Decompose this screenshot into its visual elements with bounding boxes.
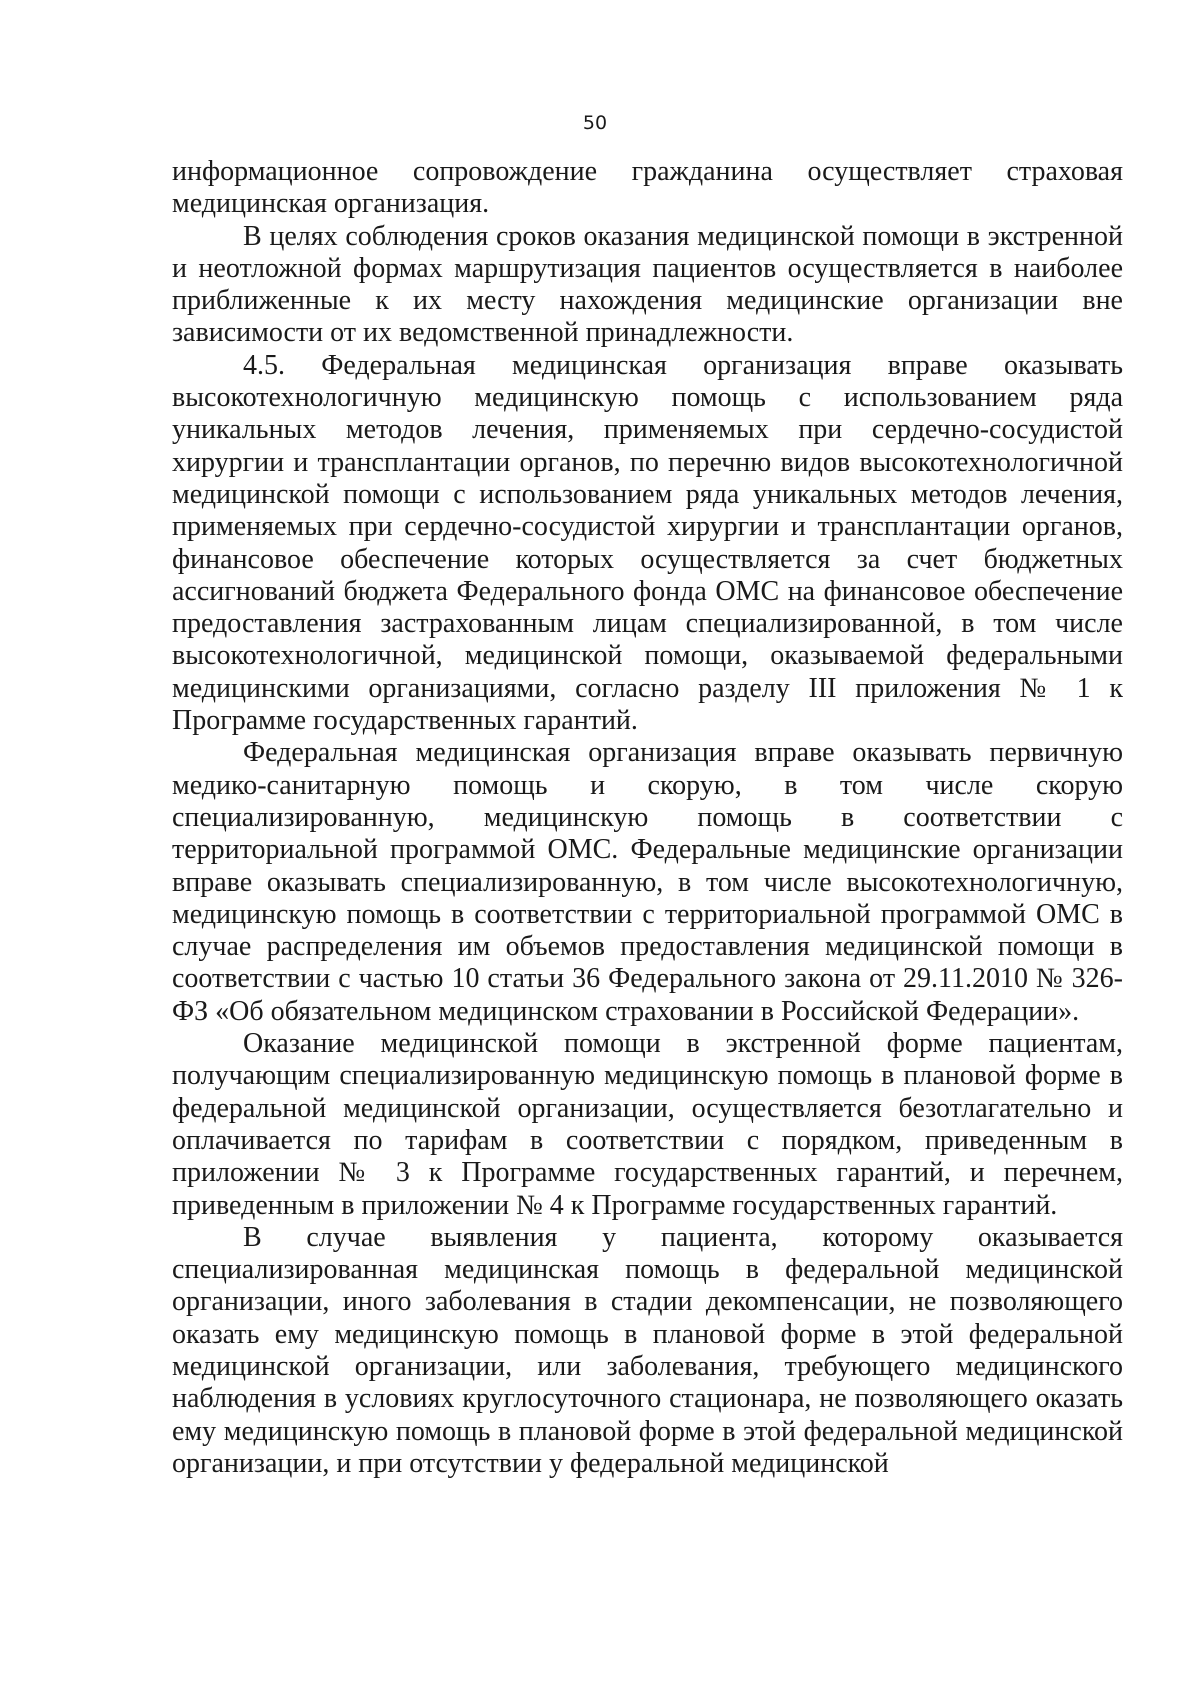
paragraph-4-5: 4.5. Федеральная медицинская организация вправе оказывать высокотехнологичную медицинскую помощь с использованием ряда уникальных методов лечения, применяемых при сердечно-сосудистой хирургии и трансплантации органов, по перечню видов высокотехнологичной медицинской помощи с использованием ряда уникальных методов лечения, применяемых при сердечно-сосудистой хирургии и трансплантации органов, финансовое обеспечение которых осуществляется за счет бюджетных ассигнований бюджета Федерального фонда ОМС на финансовое обеспечение предоставления застрахованным лицам специализированной, в том числе высокотехнологичной, медицинской помощи, оказываемой федеральными медицинскими организациями, согласно разделу III приложения № 1 к Программе государственных гарантий. (172, 349, 1123, 737)
paragraph-continuation: информационное сопровождение гражданина осуществляет страховая медицинская организация. (172, 156, 1123, 220)
paragraph-routing: В целях соблюдения сроков оказания медицинской помощи в экстренной и неотложной формах маршрутизация пациентов осуществляется в наиболее приближенные к их месту нахождения медицинские организации вне зависимости от их ведомственной принадлежности. (172, 220, 1123, 349)
page-number: 50 (582, 112, 608, 134)
paragraph-emergency-care: Оказание медицинской помощи в экстренной форме пациентам, получающим специализированную медицинскую помощь в плановой форме в федеральной медицинской организации, осуществляется безотлагательно и оплачивается по тарифам в соответствии с порядком, приведенным в приложении № 3 к Программе государственных гарантий, и перечнем, приведенным в приложении № 4 к Программе государственных гарантий. (172, 1028, 1123, 1221)
paragraph-primary-care: Федеральная медицинская организация вправе оказывать первичную медико-санитарную помощь и скорую, в том числе скорую специализированную, медицинскую помощь в соответствии с территориальной программой ОМС. Федеральные медицинские организации вправе оказывать специализированную, в том числе высокотехнологичную, медицинскую помощь в соответствии с территориальной программой ОМС в случае распределения им объемов предоставления медицинской помощи в соответствии с частью 10 статьи 36 Федерального закона от 29.11.2010 № 326-ФЗ «Об обязательном медицинском страховании в Российской Федерации». (172, 737, 1123, 1027)
body-text (172, 156, 1123, 1480)
paragraph-decompensation: В случае выявления у пациента, которому оказывается специализированная медицинская помощь в федеральной медицинской организации, иного заболевания в стадии декомпенсации, не позволяющего оказать ему медицинскую помощь в плановой форме в этой федеральной медицинской организации, или заболевания, требующего медицинского наблюдения в условиях круглосуточного стационара, не позволяющего оказать ему медицинскую помощь в плановой форме в этой федеральной медицинской организации, и при отсутствии у федеральной медицинской (172, 1221, 1123, 1479)
